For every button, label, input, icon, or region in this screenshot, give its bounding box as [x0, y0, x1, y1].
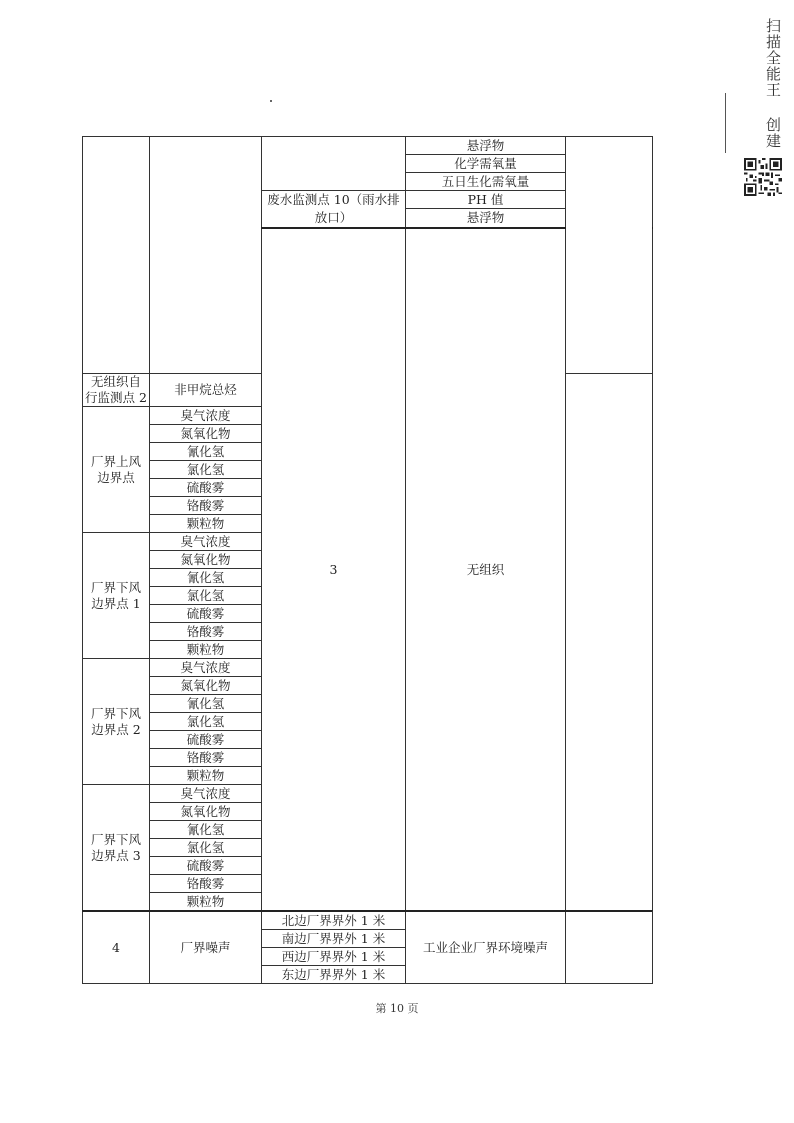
monitor-item: 颗粒物 [150, 515, 262, 533]
monitor-item: 氮氧化物 [150, 425, 262, 443]
point-name: 东边厂界界外 1 米 [262, 966, 406, 984]
monitor-item: 臭气浓度 [150, 407, 262, 425]
monitor-item: 氯化氢 [150, 713, 262, 731]
monitor-item: 氰化氢 [150, 695, 262, 713]
point-name: 无组织自行监测点 2 [83, 374, 150, 407]
section-no: 3 [262, 228, 406, 911]
monitor-item: 铬酸雾 [150, 497, 262, 515]
cont-no-cell [83, 137, 150, 374]
monitor-item: 氯化氢 [150, 461, 262, 479]
monitor-item: 臭气浓度 [150, 533, 262, 551]
monitor-item: 悬浮物 [406, 137, 566, 155]
monitor-item: 颗粒物 [150, 767, 262, 785]
section-no: 4 [83, 911, 150, 984]
table-row [83, 137, 653, 155]
monitor-item: 氰化氢 [150, 821, 262, 839]
monitor-item: 非甲烷总烃 [150, 374, 262, 407]
point-name: 厂界下风边界点 3 [83, 785, 150, 912]
monitor-item: 氯化氢 [150, 839, 262, 857]
section-category: 无组织 [406, 228, 566, 911]
monitoring-table [82, 136, 653, 984]
monitor-item: 臭气浓度 [150, 659, 262, 677]
table-row [83, 911, 653, 930]
point-name: 废水监测点 10（雨水排放口） [262, 191, 406, 229]
cont-point-cell [262, 137, 406, 191]
monitor-item: 氰化氢 [150, 569, 262, 587]
scan-speck [270, 100, 272, 102]
scan-line [725, 93, 726, 153]
monitor-item: 氯化氢 [150, 587, 262, 605]
cont-category-cell [150, 137, 262, 374]
monitor-item: 工业企业厂界环境噪声 [406, 911, 566, 984]
monitor-item: 化学需氧量 [406, 155, 566, 173]
monitor-item: 氮氧化物 [150, 551, 262, 569]
page-number: 第 10 页 [375, 1002, 419, 1015]
point-name: 西边厂界界外 1 米 [262, 948, 406, 966]
monitor-item: 氮氧化物 [150, 677, 262, 695]
monitor-item: 悬浮物 [406, 209, 566, 228]
monitor-item: 铬酸雾 [150, 875, 262, 893]
monitor-item: PH 值 [406, 191, 566, 209]
monitor-item: 五日生化需氧量 [406, 173, 566, 191]
point-name: 厂界下风边界点 1 [83, 533, 150, 659]
monitor-item: 颗粒物 [150, 893, 262, 912]
qr-code-icon [744, 158, 782, 196]
scan-watermark [724, 18, 784, 198]
point-name: 厂界下风边界点 2 [83, 659, 150, 785]
monitor-item: 硫酸雾 [150, 857, 262, 875]
cont-note-cell [566, 137, 653, 374]
section-note-empty [566, 911, 653, 984]
monitor-item: 铬酸雾 [150, 623, 262, 641]
section-category: 厂界噪声 [150, 911, 262, 984]
monitor-item: 硫酸雾 [150, 605, 262, 623]
monitor-item: 硫酸雾 [150, 731, 262, 749]
point-name: 北边厂界界外 1 米 [262, 911, 406, 930]
monitor-item: 硫酸雾 [150, 479, 262, 497]
scan-label: 扫描全能王 创建 [764, 18, 782, 149]
monitor-item: 氮氧化物 [150, 803, 262, 821]
point-name: 南边厂界界外 1 米 [262, 930, 406, 948]
monitor-item: 氰化氢 [150, 443, 262, 461]
monitor-item: 臭气浓度 [150, 785, 262, 803]
monitor-item: 颗粒物 [150, 641, 262, 659]
point-name: 厂界上风边界点 [83, 407, 150, 533]
monitor-item: 铬酸雾 [150, 749, 262, 767]
